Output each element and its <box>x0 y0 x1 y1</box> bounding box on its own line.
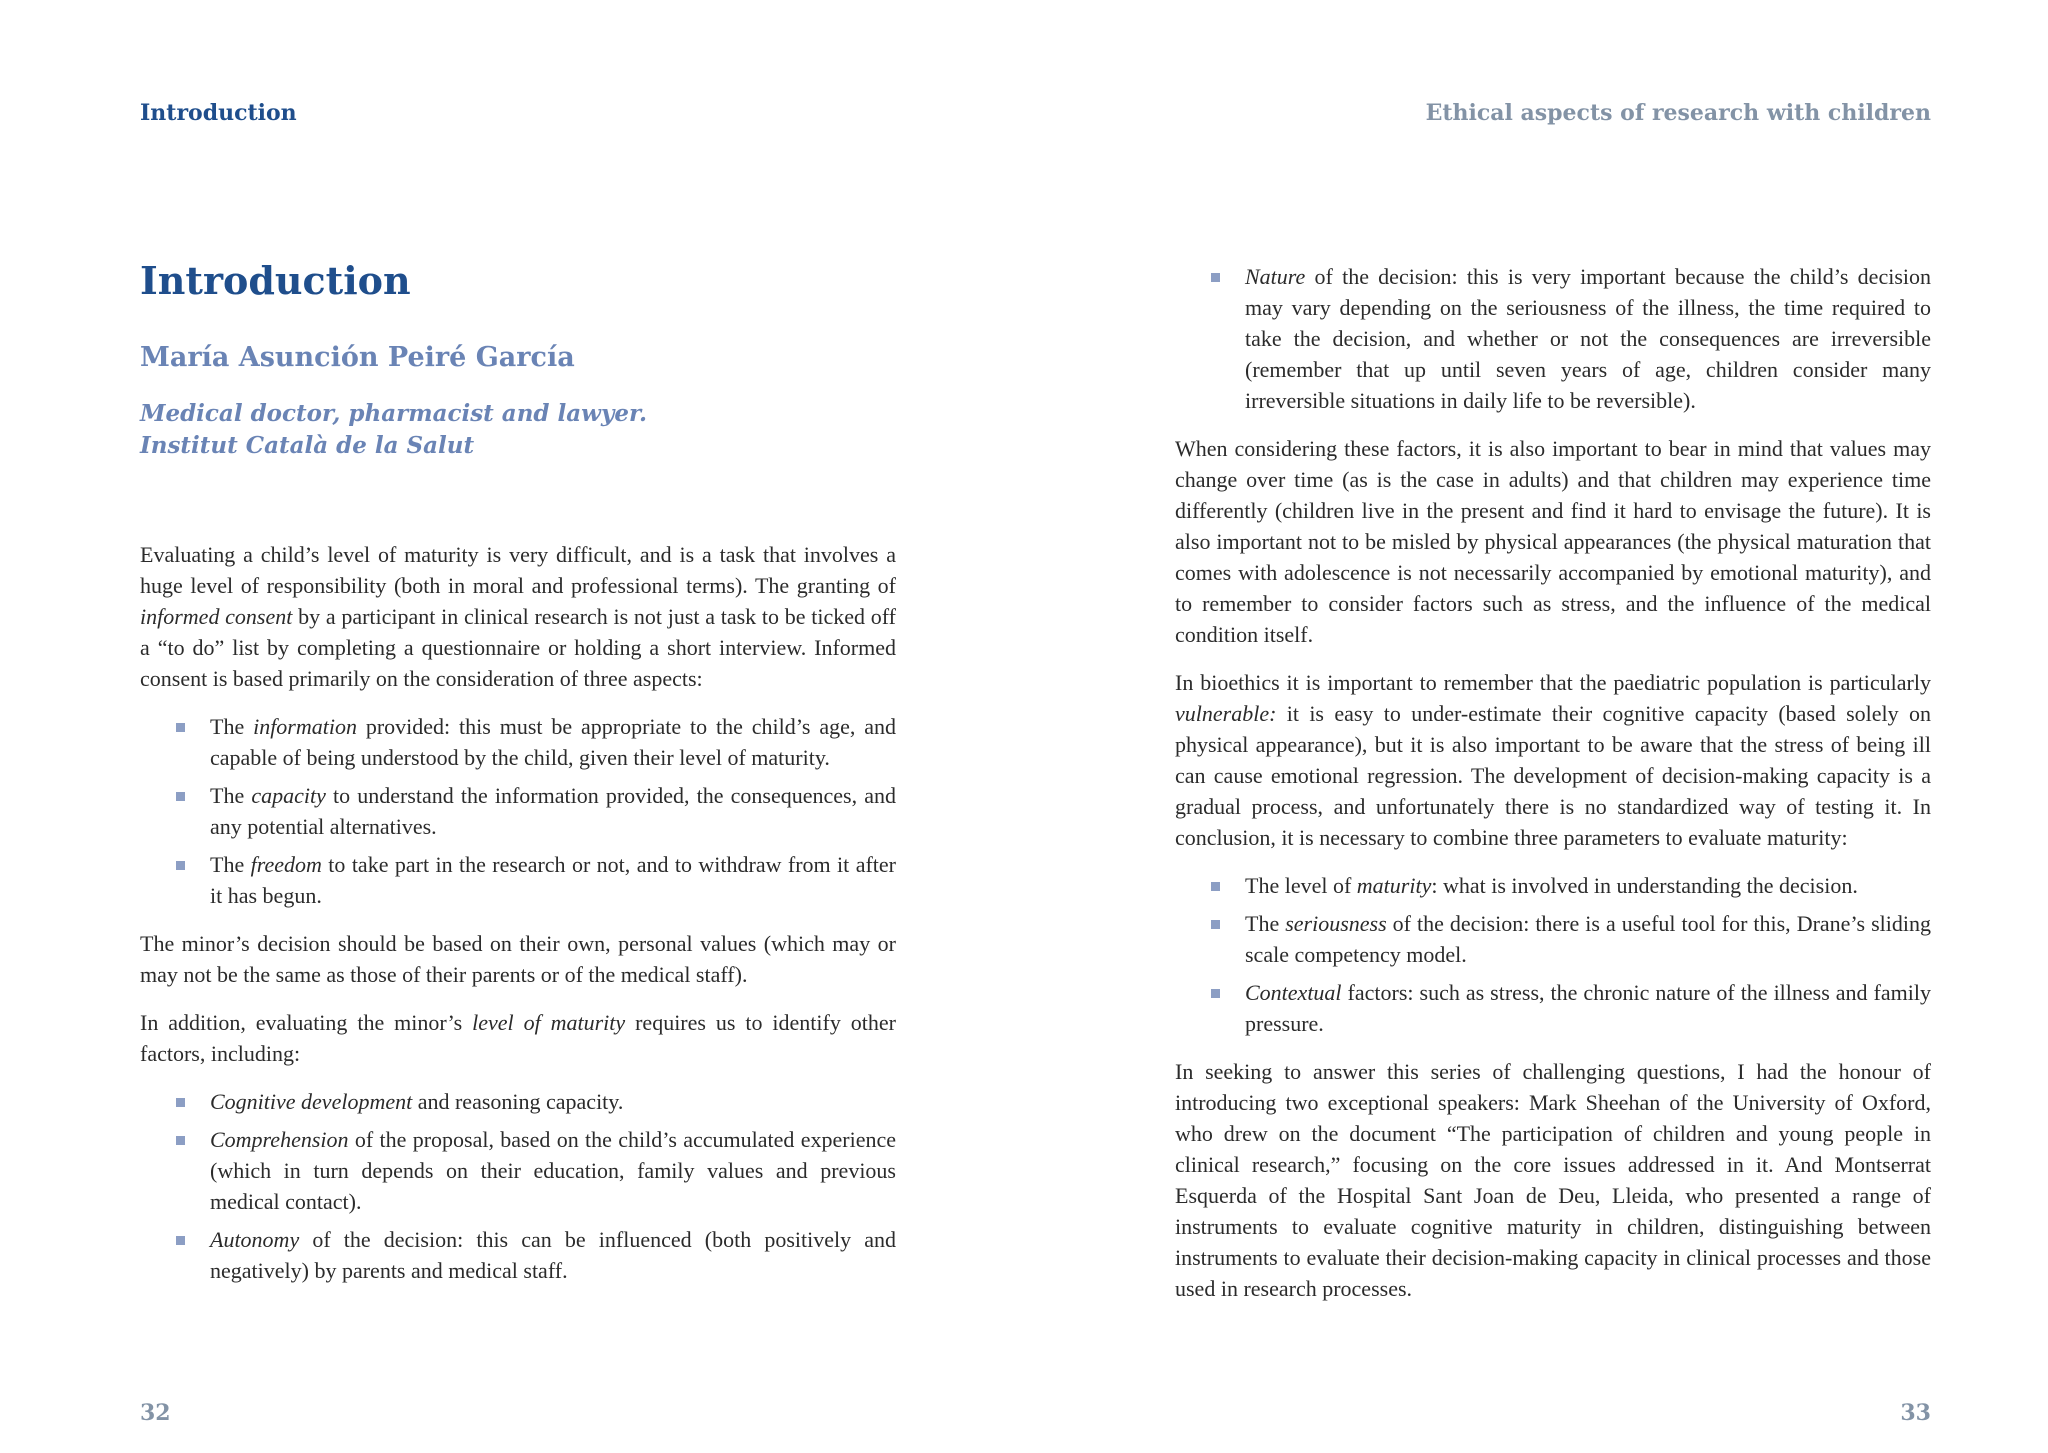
square-bullet-icon <box>176 1236 185 1245</box>
bullet-list <box>1175 261 1931 416</box>
bullet-list <box>140 711 896 911</box>
body-text-right <box>1175 261 1931 1321</box>
paragraph: In addition, evaluating the minor’s level of maturity requires us to identify other factors, including: <box>140 1010 896 1066</box>
page-number-left: 32 <box>140 1400 171 1426</box>
paragraph: Evaluating a child’s level of maturity is very difficult, and is a task that involves a huge level of responsibility (both in moral and professional terms). The granting of informed consent by a participant in clinical research is not just a task to be ticked off a “to do” list by completing a questionnaire or holding a short interview. Informed consent is based primarily on the consideration of three aspects: <box>140 542 896 691</box>
list-item: Autonomy of the decision: this can be influenced (both positively and negatively) by parents and medical staff. <box>140 1224 896 1286</box>
square-bullet-icon <box>1211 989 1220 998</box>
square-bullet-icon <box>1211 882 1220 891</box>
right-page <box>1175 0 1931 1453</box>
paragraph: The minor’s decision should be based on their own, personal values (which may or may not be the same as those of their parents or of the medical staff). <box>140 931 896 987</box>
square-bullet-icon <box>176 861 185 870</box>
left-page <box>140 0 896 1453</box>
author-affiliation <box>140 398 647 462</box>
body-text-left <box>140 539 896 1303</box>
list-item: The capacity to understand the information provided, the consequences, and any potential alternatives. <box>140 780 896 842</box>
affiliation-line: Medical doctor, pharmacist and lawyer. <box>140 400 647 427</box>
bullet-list <box>140 1086 896 1286</box>
list-item: Contextual factors: such as stress, the chronic nature of the illness and family pressure. <box>1175 977 1931 1039</box>
list-item: The information provided: this must be appropriate to the child’s age, and capable of being understood by the child, given their level of maturity. <box>140 711 896 773</box>
paragraph: In bioethics it is important to remember that the paediatric population is particularly vulnerable: it is easy to under-estimate their cognitive capacity (based solely on physical appearance), but it is also important to be aware that the stress of being ill can cause emotional regression. The development of decision-making capacity is a gradual process, and unfortunately there is no standardized way of testing it. In conclusion, it is necessary to combine three parameters to evaluate maturity: <box>1175 670 1931 850</box>
chapter-title: Introduction <box>140 258 411 303</box>
affiliation-line: Institut Català de la Salut <box>140 432 475 459</box>
list-item: The seriousness of the decision: there is a useful tool for this, Drane’s sliding scale competency model. <box>1175 908 1931 970</box>
bullet-list <box>1175 870 1931 1039</box>
square-bullet-icon <box>176 723 185 732</box>
list-item: The freedom to take part in the research or not, and to withdraw from it after it has begun. <box>140 849 896 911</box>
list-item: Cognitive development and reasoning capacity. <box>140 1086 896 1117</box>
running-head-left: Introduction <box>140 100 297 126</box>
square-bullet-icon <box>1211 920 1220 929</box>
running-head-right: Ethical aspects of research with children <box>1425 100 1931 126</box>
square-bullet-icon <box>176 1098 185 1107</box>
square-bullet-icon <box>176 1136 185 1145</box>
square-bullet-icon <box>176 792 185 801</box>
list-item: Nature of the decision: this is very important because the child’s decision may vary depending on the seriousness of the illness, the time required to take the decision, and whether or not the consequences are irreversible (remember that up until seven years of age, children consider many irreversible situations in daily life to be reversible). <box>1175 261 1931 416</box>
page-number-right: 33 <box>1900 1400 1931 1426</box>
list-item: The level of maturity: what is involved in understanding the decision. <box>1175 870 1931 901</box>
list-item: Comprehension of the proposal, based on the child’s accumulated experience (which in turn depends on their education, family values and previous medical contact). <box>140 1124 896 1217</box>
square-bullet-icon <box>1211 273 1220 282</box>
paragraph: When considering these factors, it is also important to bear in mind that values may change over time (as is the case in adults) and that children may experience time differently (children live in the present and find it hard to envisage the future). It is also important not to be misled by physical appearances (the physical maturation that comes with adolescence is not necessarily accompanied by emotional maturity), and to remember to consider factors such as stress, and the influence of the medical condition itself. <box>1175 436 1931 647</box>
paragraph: In seeking to answer this series of challenging questions, I had the honour of introducing two exceptional speakers: Mark Sheehan of the University of Oxford, who drew on the document “The participation of children and young people in clinical research,” focusing on the core issues addressed in it. And Montserrat Esquerda of the Hospital Sant Joan de Deu, Lleida, who presented a range of instruments to evaluate cognitive maturity in children, distinguishing between instruments to evaluate their decision-making capacity in clinical processes and those used in research processes. <box>1175 1059 1931 1301</box>
author-name: María Asunción Peiré García <box>140 342 575 373</box>
